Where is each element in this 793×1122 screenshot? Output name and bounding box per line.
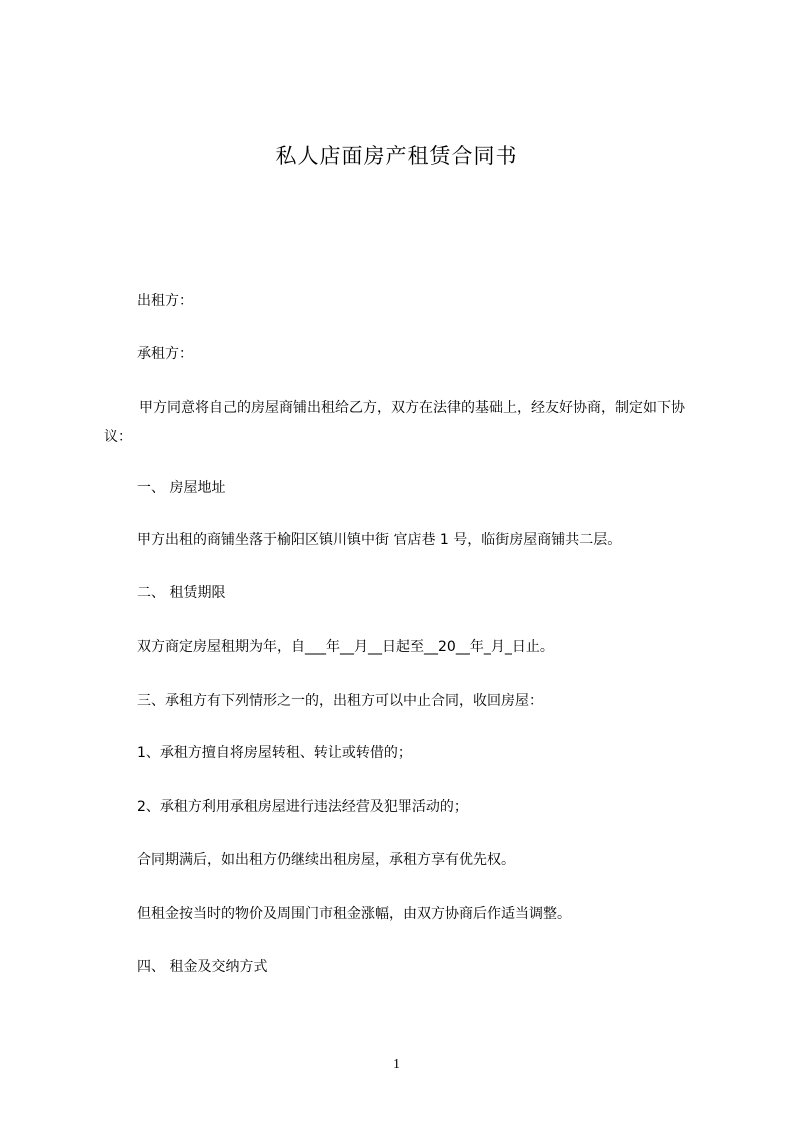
section-3-item-1: 1、承租方擅自将房屋转租、转让或转借的； bbox=[137, 745, 412, 761]
document-title: 私人店面房产租赁合同书 bbox=[275, 144, 518, 168]
section-3-item-2: 2、承租方利用承租房屋进行违法经营及犯罪活动的； bbox=[137, 799, 468, 815]
section-2-heading: 二、 租赁期限 bbox=[137, 585, 226, 601]
renewal-paragraph: 合同期满后，如出租方仍继续出租房屋，承租方享有优先权。 bbox=[137, 852, 515, 868]
page-number: 1 bbox=[393, 1057, 400, 1072]
section-2-body: 双方商定房屋租期为年，自___年__月__日起至__20__年_月_日止。 bbox=[137, 639, 554, 655]
intro-paragraph: 甲方同意将自己的房屋商铺出租给乙方，双方在法律的基础上，经友好协商，制定如下协议： bbox=[104, 400, 685, 445]
section-4-heading: 四、 租金及交纳方式 bbox=[137, 959, 268, 975]
lessor-label: 出租方： bbox=[137, 293, 193, 309]
lessee-label: 承租方： bbox=[137, 346, 193, 362]
rent-adjustment-paragraph: 但租金按当时的物价及周围门市租金涨幅，由双方协商后作适当调整。 bbox=[137, 906, 571, 922]
section-3-heading: 三、承租方有下列情形之一的，出租方可以中止合同，收回房屋： bbox=[137, 693, 543, 709]
section-1-heading: 一、 房屋地址 bbox=[137, 480, 226, 496]
section-1-body: 甲方出租的商铺坐落于榆阳区镇川镇中街 官店巷 1 号，临街房屋商铺共二层。 bbox=[137, 532, 622, 548]
